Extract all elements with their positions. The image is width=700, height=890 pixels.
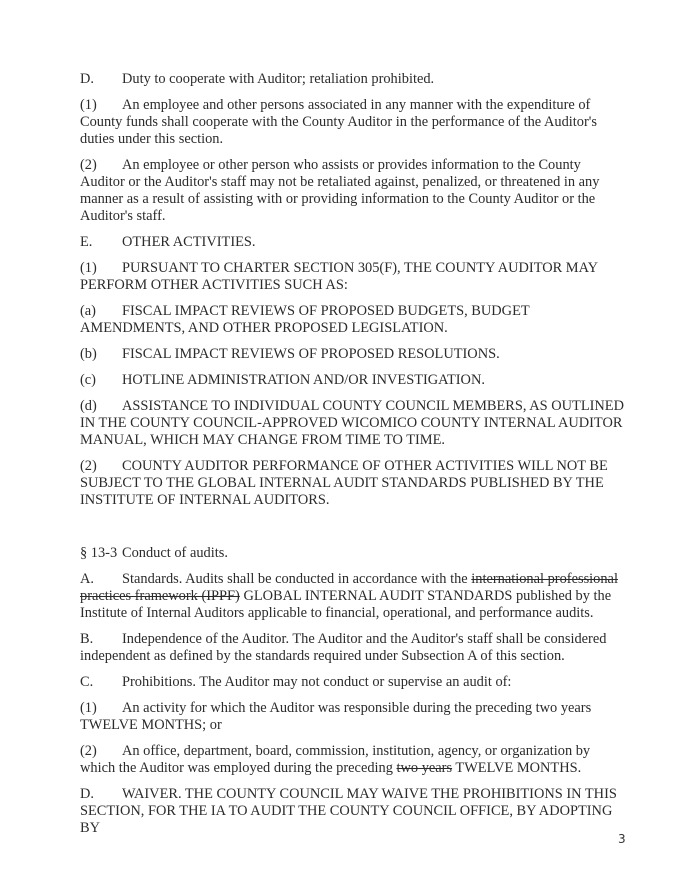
item-text: FISCAL IMPACT REVIEWS OF PROPOSED BUDGETS, BUDGET AMENDMENTS, AND OTHER PROPOSED LEGISLATION. [80, 303, 530, 336]
item-label: (d) [80, 398, 97, 414]
paragraph-13-3-c [80, 674, 625, 691]
item-label: B. [80, 631, 94, 647]
section-label: D. [80, 71, 94, 87]
item-text: An office, department, board, commission, institution, agency, or organization by which the Auditor was employed during the preceding [80, 743, 591, 776]
item-label: (1) [80, 700, 97, 716]
paragraph-13-3-b [80, 631, 625, 665]
paragraph-13-3-d [80, 786, 625, 837]
paragraph-e-1 [80, 260, 625, 294]
paragraph-13-3-c-1 [80, 700, 625, 734]
item-label: (a) [80, 303, 96, 319]
paragraph-e-1-a [80, 303, 625, 337]
item-label: (1) [80, 260, 97, 276]
item-text: FISCAL IMPACT REVIEWS OF PROPOSED RESOLUTIONS. [122, 346, 500, 362]
item-text: WAIVER. THE COUNTY COUNCIL MAY WAIVE THE PROHIBITIONS IN THIS SECTION, FOR THE IA TO AUDIT THE COUNTY COUNCIL OFFICE, BY ADOPTING BY [80, 786, 617, 836]
item-text: Independence of the Auditor. The Auditor and the Auditor's staff shall be considered independent as defined by the standards required under Subsection A of this section. [80, 631, 607, 664]
section-13-3-heading [80, 545, 625, 562]
item-text: PURSUANT TO CHARTER SECTION 305(F), THE COUNTY AUDITOR MAY PERFORM OTHER ACTIVITIES SUCH AS: [80, 260, 598, 293]
section-e-heading [80, 234, 625, 251]
item-text: An employee or other person who assists or provides information to the County Auditor or the Auditor's staff may not be retaliated against, penalized, or threatened in any manner as a result of assisting with or providing information to the County Auditor or the Auditor's staff. [80, 157, 600, 224]
section-title: OTHER ACTIVITIES. [122, 234, 256, 250]
item-text: HOTLINE ADMINISTRATION AND/OR INVESTIGATION. [122, 372, 485, 388]
item-text: TWELVE MONTHS. [452, 760, 582, 776]
section-label: E. [80, 234, 93, 250]
item-text: ASSISTANCE TO INDIVIDUAL COUNTY COUNCIL MEMBERS, AS OUTLINED IN THE COUNTY COUNCIL-APPROVED WICOMICO COUNTY INTERNAL AUDITOR MANUAL, WHICH MAY CHANGE FROM TIME TO TIME. [80, 398, 624, 448]
item-label: (2) [80, 458, 97, 474]
item-label: (2) [80, 743, 97, 759]
page-number: 3 [618, 832, 626, 846]
item-label: (2) [80, 157, 97, 173]
section-title: Duty to cooperate with Auditor; retaliation prohibited. [122, 71, 435, 87]
item-text: An employee and other persons associated in any manner with the expenditure of County funds shall cooperate with the County Auditor in the performance of the Auditor's duties under this section. [80, 97, 597, 147]
item-text: Standards. Audits shall be conducted in accordance with the [122, 571, 472, 587]
struck-text: international professional practices framework (IPPF) [80, 571, 618, 604]
item-label: (b) [80, 346, 97, 362]
section-title: Conduct of audits. [122, 545, 228, 561]
paragraph-d-2 [80, 157, 625, 225]
struck-text: two years [396, 760, 453, 776]
paragraph-13-3-c-2 [80, 743, 625, 777]
paragraph-e-1-c [80, 372, 625, 389]
paragraph-d-1 [80, 97, 625, 148]
paragraph-e-1-b [80, 346, 625, 363]
item-text: GLOBAL INTERNAL AUDIT STANDARDS published by the Institute of Internal Auditors applicable to financial, operational, and performance audits. [80, 588, 612, 621]
item-text: Prohibitions. The Auditor may not conduct or supervise an audit of: [122, 674, 512, 690]
item-text: COUNTY AUDITOR PERFORMANCE OF OTHER ACTIVITIES WILL NOT BE SUBJECT TO THE GLOBAL INTERNAL AUDIT STANDARDS PUBLISHED BY THE INSTITUTE OF INTERNAL AUDITORS. [80, 458, 608, 508]
paragraph-13-3-a [80, 571, 625, 622]
paragraph-e-2 [80, 458, 625, 509]
section-number: § 13-3 [80, 545, 118, 561]
document-page [80, 71, 625, 846]
section-d-heading [80, 71, 625, 88]
item-label: (c) [80, 372, 96, 388]
item-label: C. [80, 674, 94, 690]
item-label: (1) [80, 97, 97, 113]
item-label: D. [80, 786, 94, 802]
item-label: A. [80, 571, 94, 587]
item-text: An activity for which the Auditor was responsible during the preceding two years TWELVE MONTHS; or [80, 700, 592, 733]
paragraph-e-1-d [80, 398, 625, 449]
